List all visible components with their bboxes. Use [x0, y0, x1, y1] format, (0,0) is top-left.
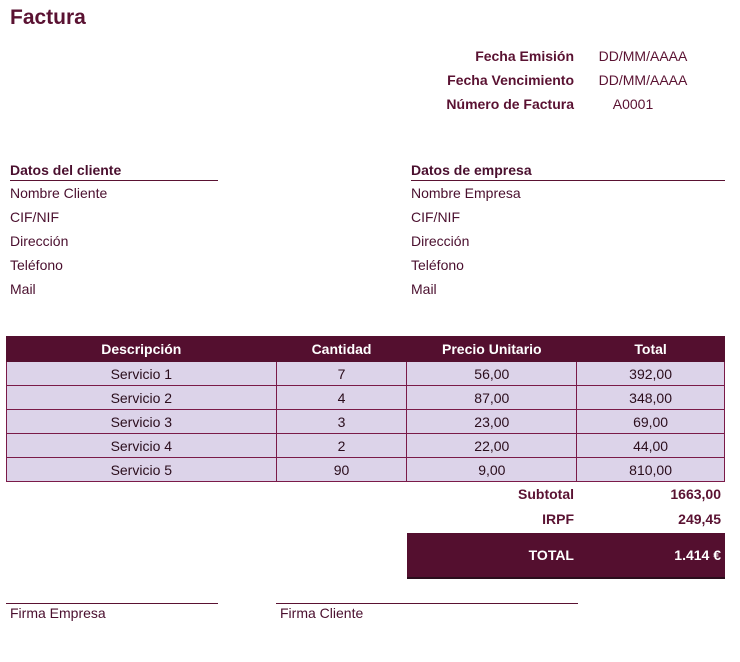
item-description: Servicio 1 [7, 362, 277, 386]
client-signature-label: Firma Cliente [280, 605, 364, 621]
item-total: 44,00 [577, 434, 725, 458]
item-quantity: 2 [276, 434, 407, 458]
client-details [10, 160, 218, 301]
due-date-row [420, 68, 720, 92]
client-mail: Mail [10, 281, 36, 297]
client-heading: Datos del cliente [10, 160, 218, 181]
items-table [6, 336, 725, 482]
company-tax-id: CIF/NIF [411, 209, 460, 225]
item-unit-price: 56,00 [407, 362, 577, 386]
item-quantity: 4 [276, 386, 407, 410]
client-tax-id: CIF/NIF [10, 209, 59, 225]
company-signature-label: Firma Empresa [10, 605, 106, 621]
item-description: Servicio 2 [7, 386, 277, 410]
table-row [7, 362, 725, 386]
header-description: Descripción [7, 337, 277, 362]
company-address: Dirección [411, 233, 470, 249]
client-signature-line [276, 603, 578, 621]
table-row [7, 434, 725, 458]
issue-date-label: Fecha Emisión [475, 48, 574, 64]
company-signature-line [6, 603, 218, 621]
item-unit-price: 87,00 [407, 386, 577, 410]
irpf-label: IRPF [542, 510, 574, 527]
invoice-title: Factura [10, 6, 86, 29]
item-total: 810,00 [577, 458, 725, 482]
invoice-number-label: Número de Factura [446, 96, 574, 112]
invoice-number-value: A0001 [612, 96, 654, 112]
subtotal-row [407, 481, 725, 506]
irpf-value: 249,45 [678, 510, 721, 527]
company-details [411, 160, 725, 301]
item-quantity: 7 [276, 362, 407, 386]
item-unit-price: 22,00 [407, 434, 577, 458]
item-description: Servicio 4 [7, 434, 277, 458]
grand-total-row [407, 533, 725, 579]
item-unit-price: 23,00 [407, 410, 577, 434]
due-date-label: Fecha Vencimiento [447, 72, 574, 88]
client-name: Nombre Cliente [10, 185, 108, 201]
due-date-value: DD/MM/AAAA [598, 72, 688, 88]
header-unit-price: Precio Unitario [407, 337, 577, 362]
totals-block [407, 481, 725, 579]
issue-date-value: DD/MM/AAAA [598, 48, 688, 64]
issue-date-row [420, 44, 720, 68]
item-description: Servicio 3 [7, 410, 277, 434]
header-quantity: Cantidad [276, 337, 407, 362]
invoice-number-row [420, 92, 720, 116]
company-phone: Teléfono [411, 257, 464, 273]
client-address: Dirección [10, 233, 69, 249]
table-header-row [7, 337, 725, 362]
company-name: Nombre Empresa [411, 185, 521, 201]
company-mail: Mail [411, 281, 437, 297]
grand-total-label: TOTAL [528, 547, 574, 563]
item-total: 392,00 [577, 362, 725, 386]
item-description: Servicio 5 [7, 458, 277, 482]
header-total: Total [577, 337, 725, 362]
company-heading: Datos de empresa [411, 160, 725, 181]
item-quantity: 90 [276, 458, 407, 482]
table-row [7, 386, 725, 410]
item-total: 69,00 [577, 410, 725, 434]
item-total: 348,00 [577, 386, 725, 410]
client-phone: Teléfono [10, 257, 63, 273]
irpf-row [407, 506, 725, 531]
subtotal-value: 1663,00 [670, 485, 721, 502]
item-quantity: 3 [276, 410, 407, 434]
subtotal-label: Subtotal [518, 485, 574, 502]
table-row [7, 410, 725, 434]
table-row [7, 458, 725, 482]
invoice-meta [420, 44, 720, 116]
grand-total-value: 1.414 € [674, 547, 721, 563]
item-unit-price: 9,00 [407, 458, 577, 482]
